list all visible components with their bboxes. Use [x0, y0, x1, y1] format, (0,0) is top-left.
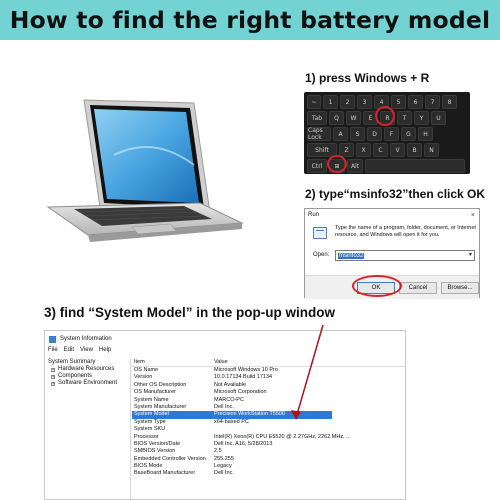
- key: 2: [340, 95, 355, 109]
- table-row[interactable]: [132, 367, 406, 374]
- row-item: System Name: [134, 396, 169, 403]
- row-item: BIOS Version/Date: [134, 440, 181, 447]
- windows-key-highlight: [327, 155, 347, 173]
- table-row[interactable]: [132, 470, 406, 477]
- key: 8: [442, 95, 457, 109]
- menu-file[interactable]: File: [48, 347, 58, 353]
- browse-button[interactable]: Browse...: [441, 282, 479, 294]
- open-input[interactable]: [335, 250, 475, 261]
- row-value: x64-based PC: [214, 418, 249, 425]
- table-row[interactable]: [132, 434, 406, 441]
- keyboard-image: [304, 92, 470, 174]
- tree-item-hardware-resources[interactable]: [45, 366, 130, 373]
- key: W: [346, 111, 361, 125]
- row-item: Version: [134, 374, 153, 381]
- key: 6: [408, 95, 423, 109]
- row-value: Not Available: [214, 381, 247, 388]
- table-row-system-model[interactable]: [132, 411, 332, 418]
- row-value: Dell Inc. A16, 5/28/2013: [214, 440, 273, 447]
- run-dialog: [304, 208, 480, 298]
- cancel-button[interactable]: Cancel: [399, 282, 437, 294]
- table-row[interactable]: [132, 382, 406, 389]
- table-row[interactable]: [132, 404, 406, 411]
- key-r: R: [380, 111, 395, 125]
- row-item: System SKU: [134, 426, 166, 433]
- expand-icon[interactable]: +: [52, 366, 55, 372]
- row-value: Microsoft Corporation: [214, 389, 267, 396]
- tree-item-system-summary[interactable]: System Summary: [48, 359, 96, 365]
- row-item: Other OS Description: [134, 381, 187, 388]
- row-value: 2.5: [214, 448, 222, 455]
- key: Alt: [347, 159, 363, 173]
- close-icon[interactable]: ×: [470, 211, 475, 219]
- menu-view[interactable]: View: [80, 347, 93, 353]
- row-value: Dell Inc.: [214, 403, 234, 410]
- key: 4: [374, 95, 389, 109]
- key: A: [333, 127, 348, 141]
- key: B: [407, 143, 422, 157]
- spacebar: [365, 159, 465, 173]
- tree-item-software-environment[interactable]: [45, 380, 130, 387]
- key: U: [431, 111, 446, 125]
- row-value: Microsoft Windows 10 Pro: [214, 367, 278, 373]
- column-header-item[interactable]: Item: [134, 359, 145, 365]
- row-item: System Manufacturer: [134, 403, 187, 410]
- key: 7: [425, 95, 440, 109]
- table-row[interactable]: [132, 456, 406, 463]
- key: H: [418, 127, 433, 141]
- row-item: OS Name: [134, 367, 159, 373]
- key: T: [397, 111, 412, 125]
- table-row[interactable]: [132, 448, 406, 455]
- ok-button[interactable]: OK: [357, 282, 395, 294]
- r-key-highlight: [375, 106, 395, 126]
- key: Q: [329, 111, 344, 125]
- table-row[interactable]: [132, 426, 406, 433]
- row-value: Intel(R) Xeon(R) CPU E5520 @ 2.27GHz, 2262 MHz, ...: [214, 433, 351, 440]
- row-value: 10.0.17134 Build 17134: [214, 374, 273, 381]
- summary-table: [132, 359, 406, 478]
- open-label: Open:: [313, 252, 330, 258]
- expand-icon[interactable]: +: [52, 380, 55, 386]
- key: 3: [357, 95, 372, 109]
- key: F: [384, 127, 399, 141]
- expand-icon[interactable]: +: [52, 373, 55, 379]
- sysinfo-title: System Information: [60, 336, 112, 342]
- row-value: Precision WorkStation T5500: [214, 411, 286, 418]
- key: S: [350, 127, 365, 141]
- column-header-value[interactable]: Value: [214, 359, 228, 365]
- step-1-label: 1) press Windows + R: [305, 71, 430, 85]
- menu-bar: [45, 347, 405, 357]
- key: 1: [323, 95, 338, 109]
- tree-item-label: Hardware Resources: [58, 366, 115, 372]
- key: Y: [414, 111, 429, 125]
- row-item: System Model: [134, 411, 169, 418]
- chevron-down-icon[interactable]: ▾: [468, 252, 472, 258]
- table-row[interactable]: [132, 419, 406, 426]
- row-value: MARCO-PC: [214, 396, 244, 403]
- open-input-value: msinfo32: [339, 252, 364, 259]
- run-title: Run: [308, 212, 320, 218]
- category-tree: [45, 359, 131, 500]
- windows-key-icon: ⊞: [329, 159, 345, 173]
- table-row[interactable]: [132, 389, 406, 396]
- key: Tab: [307, 111, 327, 125]
- tree-item-label: Software Environment: [58, 380, 118, 386]
- ok-button-highlight: [352, 275, 402, 297]
- table-row[interactable]: [132, 441, 406, 448]
- step-3-label: 3) find “System Model” in the pop-up window: [44, 305, 335, 320]
- key: E: [363, 111, 378, 125]
- key: V: [390, 143, 405, 157]
- key: Caps Lock: [307, 127, 331, 141]
- row-value: Legacy: [214, 463, 232, 470]
- key: N: [424, 143, 439, 157]
- menu-help[interactable]: Help: [98, 347, 112, 353]
- table-row[interactable]: [132, 374, 406, 381]
- key: ~: [307, 95, 321, 109]
- tree-item-label: Components: [58, 373, 93, 379]
- sysinfo-titlebar: [45, 331, 405, 347]
- key: X: [356, 143, 371, 157]
- key: Ctrl: [307, 159, 327, 173]
- row-value: [212, 426, 406, 433]
- key: G: [401, 127, 416, 141]
- row-item: Processor: [134, 433, 159, 440]
- page-title: How to find the right battery model: [9, 6, 491, 34]
- row-item: BaseBoard Manufacturer: [134, 470, 196, 477]
- row-item: Embedded Controller Version: [134, 455, 206, 462]
- key: Z: [339, 143, 354, 157]
- table-row[interactable]: [132, 463, 406, 470]
- key: C: [373, 143, 388, 157]
- system-information-icon: [49, 336, 56, 343]
- step-2-label: 2) type“msinfo32”then click OK: [305, 187, 486, 201]
- header-banner: [0, 0, 500, 40]
- table-header: [132, 359, 406, 367]
- row-item: BIOS Mode: [134, 463, 163, 470]
- run-description: Type the name of a program, folder, document, or Internet resource, and Windows will open it for you.: [335, 225, 476, 238]
- row-value: 255.255: [214, 455, 234, 462]
- system-information-window: [44, 330, 406, 500]
- tree-item-components[interactable]: [45, 373, 130, 380]
- laptop-image: [44, 95, 244, 260]
- row-item: OS Manufacturer: [134, 389, 176, 396]
- key: Shift: [307, 143, 337, 157]
- row-value: Dell Inc.: [214, 470, 234, 477]
- key: 5: [391, 95, 406, 109]
- run-app-icon: [313, 227, 327, 239]
- menu-edit[interactable]: Edit: [63, 347, 75, 353]
- table-row[interactable]: [132, 397, 406, 404]
- run-titlebar: [305, 209, 479, 221]
- key: D: [367, 127, 382, 141]
- row-item: SMBIOS Version: [134, 448, 176, 455]
- row-item: System Type: [134, 418, 166, 425]
